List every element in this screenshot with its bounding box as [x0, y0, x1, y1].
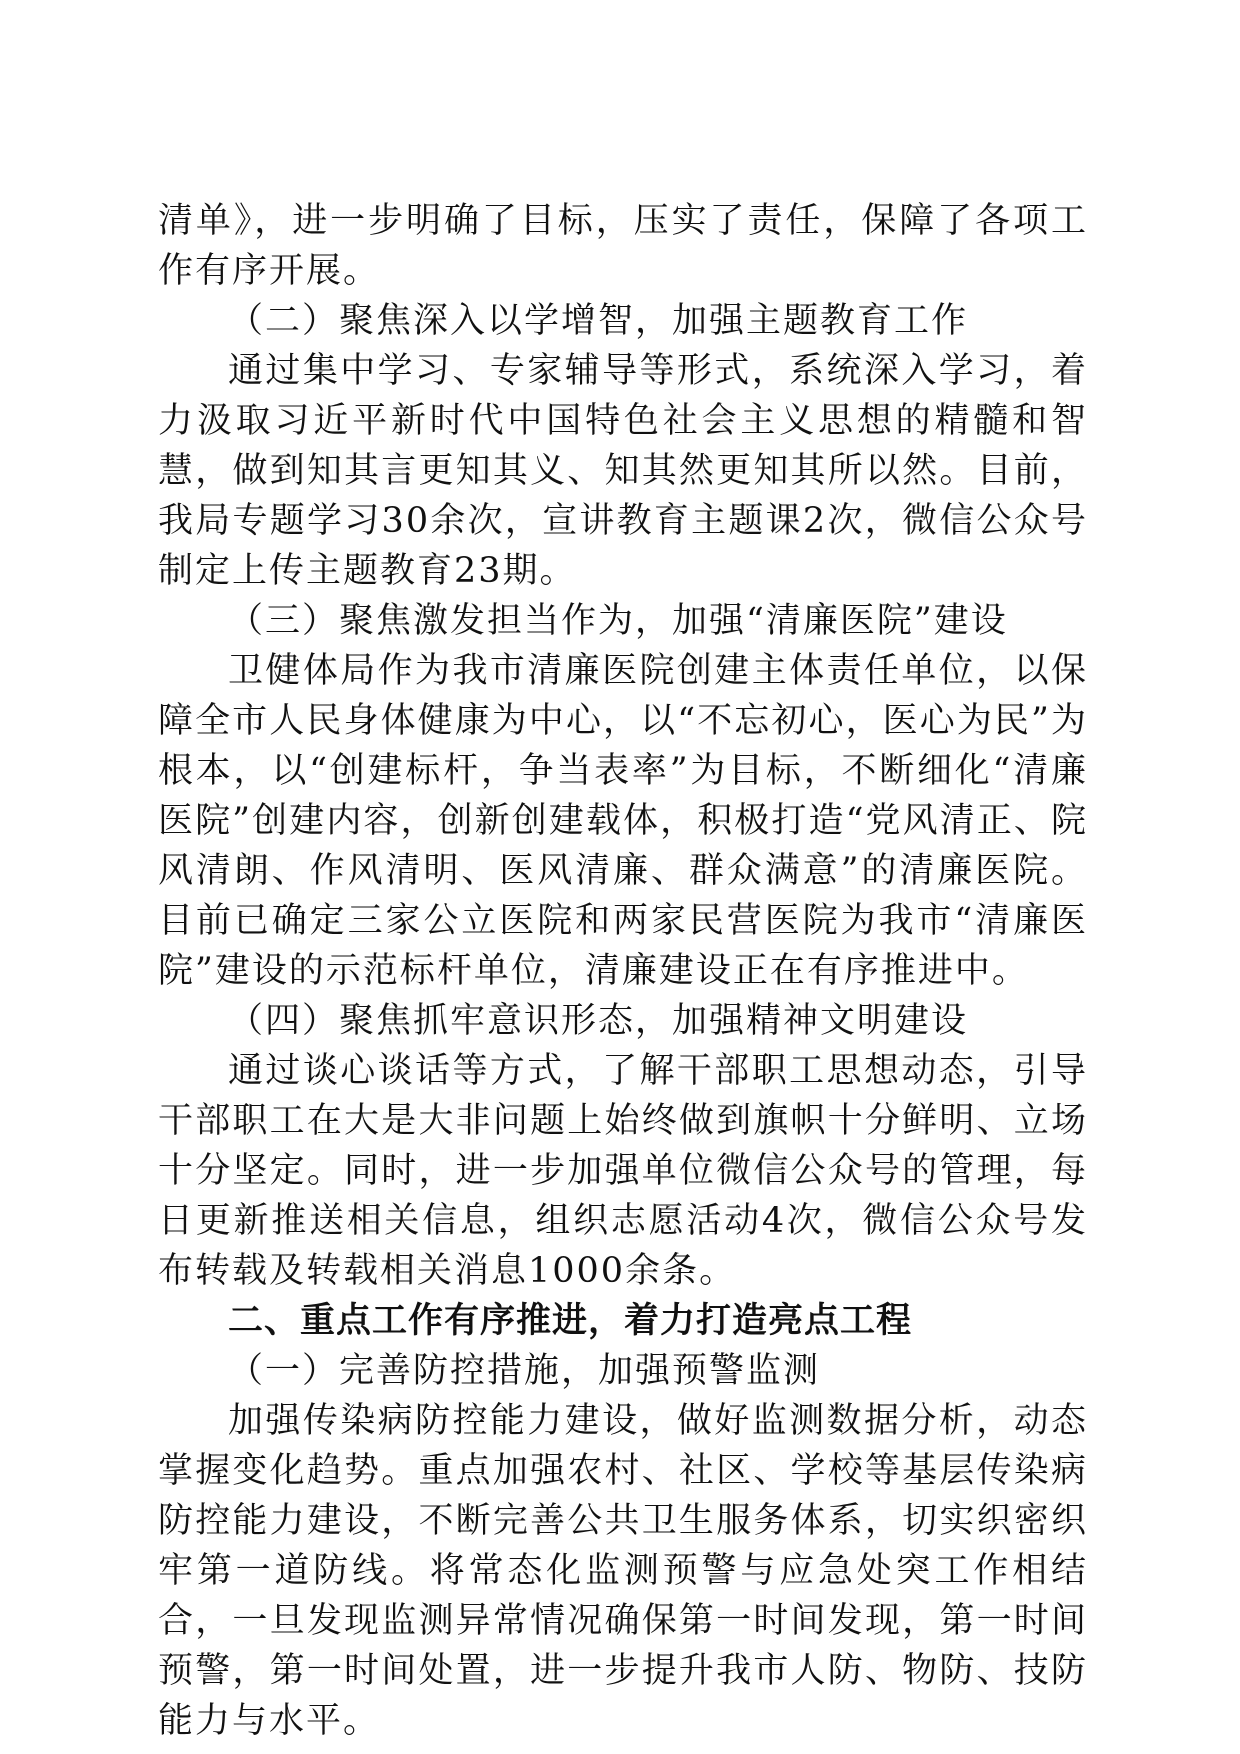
document-body: [158, 196, 1088, 1746]
section-subheading-3: （三）聚焦激发担当作为，加强“清廉医院”建设: [228, 601, 1008, 641]
paragraph-prevention: 加强传染病防控能力建设，做好监测数据分析，动态掌握变化趋势。重点加强农村、社区、学校等基层传染病防控能力建设，不断完善公共卫生服务体系，切实织密织牢第一道防线。将常态化监测预警与应急处突工作相结合，一旦发现监测异常情况确保第一时间发现，第一时间预警，第一时间处置，进一步提升我市人防、物防、技防能力与水平。: [158, 1401, 1088, 1741]
paragraph-ideology: 通过谈心谈话等方式，了解干部职工思想动态，引导干部职工在大是大非问题上始终做到旗帜十分鲜明、立场十分坚定。同时，进一步加强单位微信公众号的管理，每日更新推送相关信息，组织志愿活动4次，微信公众号发布转载及转载相关消息1000余条。: [158, 1051, 1088, 1291]
section-subheading-4: （四）聚焦抓牢意识形态，加强精神文明建设: [228, 1001, 969, 1041]
section-heading-2: 二、重点工作有序推进，着力打造亮点工程: [228, 1301, 913, 1341]
section-subheading-2-1: （一）完善防控措施，加强预警监测: [228, 1351, 821, 1391]
paragraph-theme-education: 通过集中学习、专家辅导等形式，系统深入学习，着力汲取习近平新时代中国特色社会主义思想的精髓和智慧，做到知其言更知其义、知其然更知其所以然。目前，我局专题学习30余次，宣讲教育主题课2次，微信公众号制定上传主题教育23期。: [158, 351, 1088, 591]
paragraph-clean-hospital: 卫健体局作为我市清廉医院创建主体责任单位，以保障全市人民身体健康为中心，以“不忘初心，医心为民”为根本，以“创建标杆，争当表率”为目标，不断细化“清廉医院”创建内容，创新创建载体，积极打造“党风清正、院风清朗、作风清明、医风清廉、群众满意”的清廉医院。目前已确定三家公立医院和两家民营医院为我市“清廉医院”建设的示范标杆单位，清廉建设正在有序推进中。: [158, 651, 1088, 991]
paragraph-continued: 清单》，进一步明确了目标，压实了责任，保障了各项工作有序开展。: [158, 201, 1088, 291]
section-subheading-2: （二）聚焦深入以学增智，加强主题教育工作: [228, 301, 969, 341]
